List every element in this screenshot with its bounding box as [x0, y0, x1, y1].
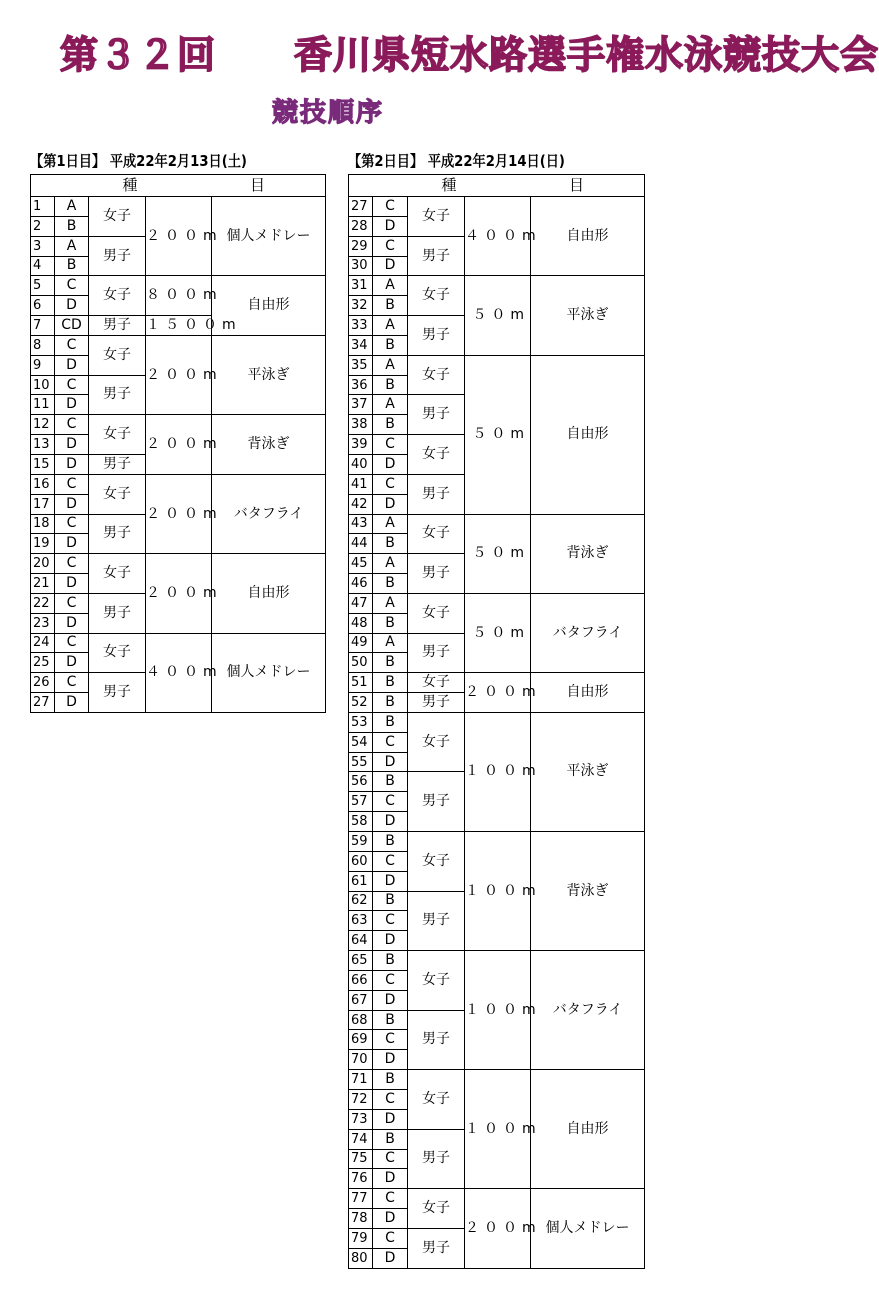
age-class: D	[55, 355, 89, 375]
race-number: 42	[349, 494, 373, 514]
gender-cell: 男子	[408, 236, 465, 276]
gender-cell: 女子	[89, 554, 146, 594]
race-number: 11	[31, 395, 55, 415]
event-cell: 背泳ぎ	[531, 832, 645, 951]
race-number: 61	[349, 871, 373, 891]
age-class: C	[55, 633, 89, 653]
age-class: D	[373, 494, 408, 514]
gender-cell: 女子	[408, 276, 465, 316]
table-header-row	[349, 175, 645, 197]
age-class: C	[373, 1089, 408, 1109]
age-class: C	[373, 474, 408, 494]
gender-cell: 男子	[408, 554, 465, 594]
race-number: 72	[349, 1089, 373, 1109]
gender-cell: 男子	[89, 454, 146, 474]
race-number: 16	[31, 474, 55, 494]
age-class: D	[373, 752, 408, 772]
age-class: A	[55, 197, 89, 217]
gender-cell: 男子	[89, 593, 146, 633]
age-class: C	[373, 911, 408, 931]
age-class: A	[373, 514, 408, 534]
event-cell: バタフライ	[531, 593, 645, 672]
gender-cell: 女子	[89, 276, 146, 316]
gender-cell: 女子	[408, 197, 465, 237]
event-cell: 平泳ぎ	[531, 712, 645, 831]
gender-cell: 女子	[408, 951, 465, 1011]
age-class: C	[373, 197, 408, 217]
gender-cell: 男子	[408, 474, 465, 514]
event-cell: 自由形	[212, 276, 326, 336]
table-row	[31, 554, 326, 574]
age-class: C	[373, 1149, 408, 1169]
age-class: B	[373, 1070, 408, 1090]
age-class: D	[55, 534, 89, 554]
gender-cell: 男子	[408, 693, 465, 713]
age-class: A	[373, 395, 408, 415]
age-class: C	[55, 514, 89, 534]
age-class: B	[373, 673, 408, 693]
race-number: 60	[349, 851, 373, 871]
distance-cell: ２００m	[146, 335, 212, 414]
gender-cell: 男子	[89, 375, 146, 415]
race-number: 2	[31, 216, 55, 236]
race-number: 59	[349, 832, 373, 852]
gender-cell: 女子	[408, 435, 465, 475]
race-number: 79	[349, 1228, 373, 1248]
race-number: 6	[31, 296, 55, 316]
age-class: B	[373, 891, 408, 911]
table-row	[349, 673, 645, 693]
gender-cell: 男子	[408, 891, 465, 951]
age-class: A	[55, 236, 89, 256]
table-row	[349, 832, 645, 852]
table-row	[31, 474, 326, 494]
table-row	[349, 1070, 645, 1090]
race-number: 37	[349, 395, 373, 415]
table-row	[349, 593, 645, 613]
race-number: 41	[349, 474, 373, 494]
distance-cell: ５０m	[465, 355, 531, 514]
event-cell: 個人メドレー	[212, 197, 326, 276]
age-class: D	[55, 613, 89, 633]
race-number: 55	[349, 752, 373, 772]
distance-cell: ４００m	[465, 197, 531, 276]
age-class: D	[373, 256, 408, 276]
race-number: 63	[349, 911, 373, 931]
race-number: 51	[349, 673, 373, 693]
table-row	[31, 633, 326, 653]
gender-cell: 男子	[408, 1010, 465, 1070]
race-number: 77	[349, 1189, 373, 1209]
event-cell: バタフライ	[212, 474, 326, 553]
race-number: 62	[349, 891, 373, 911]
distance-cell: ２００m	[146, 554, 212, 633]
age-class: C	[373, 1189, 408, 1209]
distance-cell: ５０m	[465, 276, 531, 355]
age-class: D	[55, 494, 89, 514]
race-number: 49	[349, 633, 373, 653]
race-number: 50	[349, 653, 373, 673]
race-number: 34	[349, 335, 373, 355]
age-class: D	[55, 296, 89, 316]
age-class: C	[55, 335, 89, 355]
race-number: 7	[31, 316, 55, 336]
event-cell: 個人メドレー	[531, 1189, 645, 1268]
race-number: 23	[31, 613, 55, 633]
table-row	[31, 335, 326, 355]
age-class: D	[373, 454, 408, 474]
event-cell: バタフライ	[531, 951, 645, 1070]
header-moku: 目	[465, 175, 645, 197]
race-number: 67	[349, 990, 373, 1010]
age-class: C	[373, 792, 408, 812]
race-number: 19	[31, 534, 55, 554]
race-number: 65	[349, 951, 373, 971]
race-number: 46	[349, 574, 373, 594]
table-row	[349, 514, 645, 534]
race-number: 64	[349, 931, 373, 951]
age-class: D	[55, 395, 89, 415]
age-class: D	[55, 435, 89, 455]
distance-cell: ２００m	[146, 197, 212, 276]
age-class: D	[373, 931, 408, 951]
race-number: 68	[349, 1010, 373, 1030]
race-number: 57	[349, 792, 373, 812]
event-cell: 自由形	[212, 554, 326, 633]
gender-cell: 男子	[408, 633, 465, 673]
race-number: 26	[31, 673, 55, 693]
table-row	[349, 197, 645, 217]
race-number: 45	[349, 554, 373, 574]
distance-cell: ５０m	[465, 514, 531, 593]
race-number: 12	[31, 415, 55, 435]
race-number: 21	[31, 574, 55, 594]
age-class: B	[373, 415, 408, 435]
gender-cell: 男子	[408, 395, 465, 435]
age-class: D	[373, 1109, 408, 1129]
age-class: D	[373, 812, 408, 832]
race-number: 32	[349, 296, 373, 316]
age-class: B	[55, 216, 89, 236]
gender-cell: 男子	[408, 316, 465, 356]
age-class: D	[55, 574, 89, 594]
age-class: D	[373, 1050, 408, 1070]
race-number: 8	[31, 335, 55, 355]
race-number: 66	[349, 970, 373, 990]
age-class: A	[373, 554, 408, 574]
race-number: 25	[31, 653, 55, 673]
gender-cell: 男子	[89, 236, 146, 276]
age-class: B	[373, 534, 408, 554]
distance-cell: １００m	[465, 712, 531, 831]
age-class: B	[373, 1129, 408, 1149]
race-number: 53	[349, 712, 373, 732]
day2-schedule-table	[348, 174, 645, 1269]
race-number: 75	[349, 1149, 373, 1169]
race-number: 18	[31, 514, 55, 534]
age-class: D	[55, 693, 89, 713]
race-number: 78	[349, 1209, 373, 1229]
gender-cell: 女子	[408, 712, 465, 772]
age-class: B	[373, 772, 408, 792]
race-number: 13	[31, 435, 55, 455]
race-number: 10	[31, 375, 55, 395]
race-number: 69	[349, 1030, 373, 1050]
event-cell: 背泳ぎ	[531, 514, 645, 593]
event-cell: 平泳ぎ	[531, 276, 645, 355]
race-number: 30	[349, 256, 373, 276]
age-class: C	[55, 276, 89, 296]
distance-cell: ８００m	[146, 276, 212, 316]
distance-cell: １５００m	[146, 316, 212, 336]
event-cell: 自由形	[531, 1070, 645, 1189]
age-class: B	[373, 712, 408, 732]
distance-cell: １００m	[465, 832, 531, 951]
race-number: 33	[349, 316, 373, 336]
race-number: 38	[349, 415, 373, 435]
age-class: A	[373, 633, 408, 653]
race-number: 24	[31, 633, 55, 653]
race-number: 58	[349, 812, 373, 832]
age-class: D	[373, 216, 408, 236]
race-number: 43	[349, 514, 373, 534]
race-number: 39	[349, 435, 373, 455]
age-class: C	[55, 554, 89, 574]
race-number: 36	[349, 375, 373, 395]
race-number: 3	[31, 236, 55, 256]
age-class: B	[373, 375, 408, 395]
event-cell: 自由形	[531, 355, 645, 514]
gender-cell: 女子	[408, 832, 465, 892]
age-class: B	[373, 951, 408, 971]
race-number: 27	[349, 197, 373, 217]
age-class: B	[373, 613, 408, 633]
age-class: D	[373, 1169, 408, 1189]
age-class: D	[373, 990, 408, 1010]
race-number: 31	[349, 276, 373, 296]
race-number: 27	[31, 693, 55, 713]
age-class: CD	[55, 316, 89, 336]
event-cell: 平泳ぎ	[212, 335, 326, 414]
age-class: C	[373, 435, 408, 455]
race-number: 35	[349, 355, 373, 375]
gender-cell: 女子	[408, 1189, 465, 1229]
age-class: C	[373, 1030, 408, 1050]
gender-cell: 女子	[408, 355, 465, 395]
race-number: 44	[349, 534, 373, 554]
age-class: C	[373, 236, 408, 256]
day1-heading: 【第1日目】 平成22年2月13日(土)	[30, 152, 247, 170]
race-number: 40	[349, 454, 373, 474]
race-number: 5	[31, 276, 55, 296]
race-number: 54	[349, 732, 373, 752]
distance-cell: ５０m	[465, 593, 531, 672]
distance-cell: ４００m	[146, 633, 212, 712]
gender-cell: 男子	[408, 772, 465, 832]
distance-cell: ２００m	[465, 673, 531, 713]
race-number: 17	[31, 494, 55, 514]
race-number: 4	[31, 256, 55, 276]
race-number: 73	[349, 1109, 373, 1129]
race-number: 47	[349, 593, 373, 613]
age-class: B	[373, 832, 408, 852]
gender-cell: 女子	[408, 673, 465, 693]
race-number: 71	[349, 1070, 373, 1090]
race-number: 48	[349, 613, 373, 633]
gender-cell: 女子	[89, 197, 146, 237]
table-row	[31, 276, 326, 296]
competition-title: 第３２回 香川県短水路選手権水泳競技大会	[60, 33, 879, 77]
table-row	[349, 276, 645, 296]
event-cell: 自由形	[531, 197, 645, 276]
day2-heading: 【第2日目】 平成22年2月14日(日)	[348, 152, 565, 170]
age-class: B	[373, 653, 408, 673]
race-number: 1	[31, 197, 55, 217]
age-class: A	[373, 355, 408, 375]
age-class: C	[55, 673, 89, 693]
table-row	[349, 951, 645, 971]
age-class: C	[373, 851, 408, 871]
age-class: C	[373, 732, 408, 752]
age-class: B	[55, 256, 89, 276]
age-class: D	[373, 871, 408, 891]
age-class: C	[373, 1228, 408, 1248]
age-class: B	[373, 296, 408, 316]
age-class: D	[55, 454, 89, 474]
table-row	[31, 197, 326, 217]
age-class: D	[55, 653, 89, 673]
table-row	[349, 1189, 645, 1209]
gender-cell: 男子	[408, 1129, 465, 1189]
race-number: 80	[349, 1248, 373, 1268]
race-number: 56	[349, 772, 373, 792]
age-class: B	[373, 1010, 408, 1030]
age-class: A	[373, 593, 408, 613]
race-number: 76	[349, 1169, 373, 1189]
age-class: D	[373, 1248, 408, 1268]
gender-cell: 男子	[408, 1228, 465, 1268]
gender-cell: 女子	[89, 415, 146, 455]
race-number: 9	[31, 355, 55, 375]
age-class: C	[373, 970, 408, 990]
race-number: 28	[349, 216, 373, 236]
gender-cell: 女子	[408, 1070, 465, 1130]
header-shu: 種	[349, 175, 465, 197]
age-class: C	[55, 593, 89, 613]
header-shu: 種	[31, 175, 146, 197]
gender-cell: 男子	[89, 673, 146, 713]
event-cell: 個人メドレー	[212, 633, 326, 712]
age-class: C	[55, 474, 89, 494]
gender-cell: 女子	[89, 335, 146, 375]
distance-cell: １００m	[465, 951, 531, 1070]
race-number: 74	[349, 1129, 373, 1149]
age-class: A	[373, 276, 408, 296]
race-number: 22	[31, 593, 55, 613]
event-cell: 背泳ぎ	[212, 415, 326, 475]
gender-cell: 男子	[89, 316, 146, 336]
age-class: A	[373, 316, 408, 336]
race-number: 20	[31, 554, 55, 574]
age-class: B	[373, 693, 408, 713]
competition-subtitle: 競技順序	[272, 98, 385, 128]
table-row	[349, 712, 645, 732]
day1-schedule-table	[30, 174, 326, 713]
gender-cell: 女子	[408, 593, 465, 633]
age-class: B	[373, 335, 408, 355]
age-class: D	[373, 1209, 408, 1229]
gender-cell: 男子	[89, 514, 146, 554]
table-header-row	[31, 175, 326, 197]
race-number: 52	[349, 693, 373, 713]
distance-cell: ２００m	[146, 415, 212, 475]
gender-cell: 女子	[89, 474, 146, 514]
table-row	[349, 355, 645, 375]
distance-cell: ２００m	[465, 1189, 531, 1268]
gender-cell: 女子	[89, 633, 146, 673]
age-class: C	[55, 415, 89, 435]
age-class: C	[55, 375, 89, 395]
race-number: 15	[31, 454, 55, 474]
race-number: 70	[349, 1050, 373, 1070]
distance-cell: １００m	[465, 1070, 531, 1189]
age-class: B	[373, 574, 408, 594]
distance-cell: ２００m	[146, 474, 212, 553]
header-moku: 目	[146, 175, 326, 197]
race-number: 29	[349, 236, 373, 256]
event-cell: 自由形	[531, 673, 645, 713]
gender-cell: 女子	[408, 514, 465, 554]
table-row	[31, 415, 326, 435]
